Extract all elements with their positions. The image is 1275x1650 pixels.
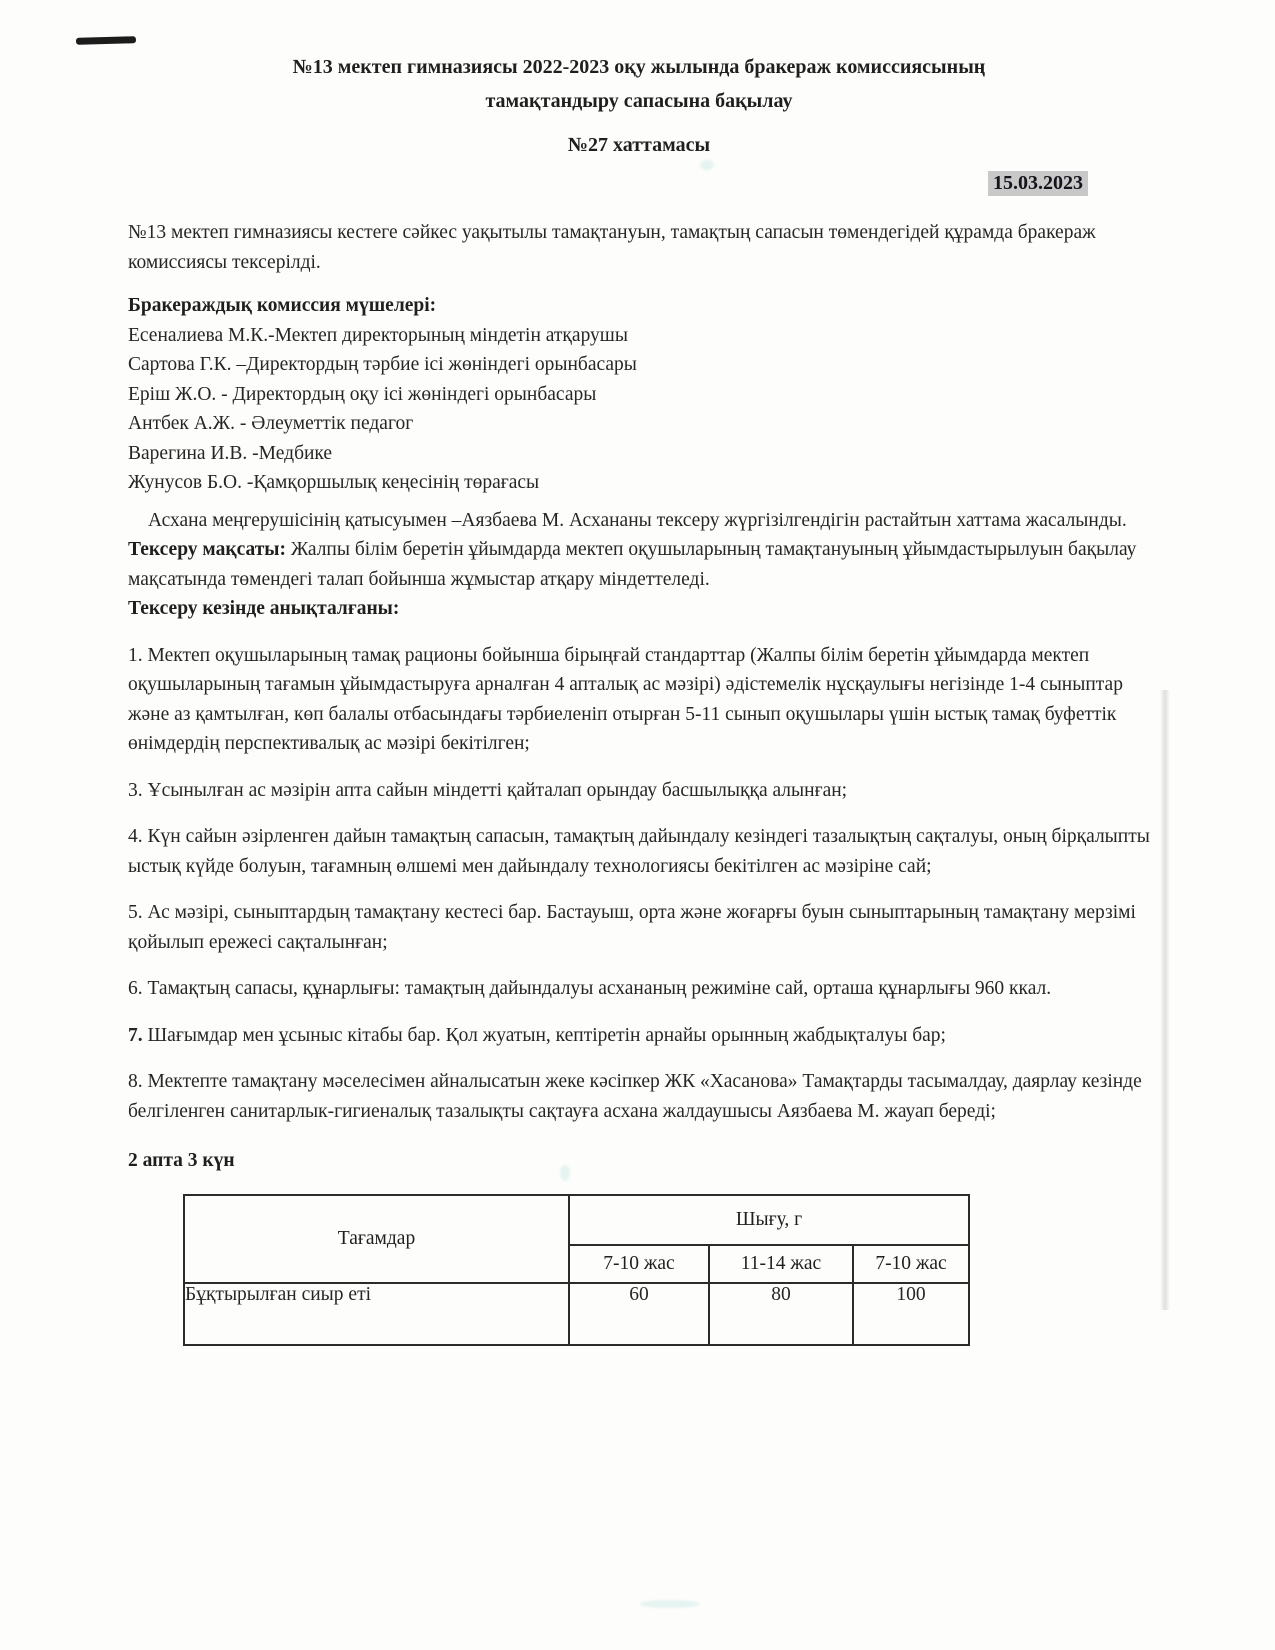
commission-member: Есеналиева М.К.-Мектеп директорының міндетін атқарушы [128,324,628,346]
scan-speck [700,160,714,170]
intro-paragraph: №13 мектеп гимназиясы кестеге сәйкес уақытылы тамақтануын, тамақтың сапасын төмендегідей құрамда бракераж комиссиясы тексерілді. [128,222,1096,273]
item-number: 3. [128,779,143,801]
commission-member: Сартова Г.К. –Директордың тәрбие ісі жөніндегі орынбасары [128,354,637,375]
item-text: Күн сайын әзірленген дайын тамақтың сапасын, тамақтың дайындалу кезіндегі тазалықтың сақталуы, оның бірқалыпты ыстық күйде болуын, тағамның өлшемі мен дайындалу технологиясы бекітілген ас мәзіріне сай; [128,826,1150,877]
item-number: 4. [128,826,143,847]
item-number: 7. [128,1024,143,1046]
commission-member: Антбек А.Ж. - Әлеуметтік педагог [128,413,414,434]
protocol-number: №27 хаттамасы [567,134,711,156]
item-text: Мектепте тамақтану мәселесімен айналысатын жеке кәсіпкер ЖК «Хасанова» Тамақтарды тасымалдау, даярлау кезінде белгіленген санитарлык-гигиеналық тазалықты сақтауға асхана жалдаушысы Аязбаева М. жауап береді; [128,1071,1142,1122]
document-title-line1: №13 мектеп гимназиясы 2022-2023 оқу жылында бракераж комиссиясының [292,56,986,78]
dish-name-cell: Бұқтырылған сиыр еті [184,1283,569,1345]
dish-value-cell: 100 [853,1283,969,1345]
table-row [184,1283,969,1345]
finding-item-3 [128,776,1150,806]
scan-edge-smudge [1160,690,1170,1310]
commission-members-list [128,321,1150,498]
purpose-label: Тексеру мақсаты: [128,539,286,560]
finding-item-6 [128,974,1150,1004]
findings-heading: Тексеру кезінде анықталғаны: [128,598,400,619]
document-title [128,50,1150,118]
purpose-paragraph [128,535,1150,594]
item-text: Шағымдар мен ұсыныс кітабы бар. Қол жуатын, кептіретін арнайы орынның жабдықталуы бар; [142,1024,946,1046]
item-text: Ас мәзірі, сыныптардың тамақтану кестесі бар. Бастауыш, орта және жоғарғы буын сыныптарының тамақтану мерзімі қойылып ережесі сақталынған; [128,902,1136,953]
item-text: Тамақтың сапасы, құнарлығы: тамақтың дайындалуы асхананың режиміне сай, орташа құнарлығы 960 ккал. [142,978,1052,999]
column-header-dishes: Тағамдар [184,1195,569,1283]
finding-item-7 [128,1021,1150,1051]
column-header-age-2: 11-14 жас [709,1245,853,1283]
item-number: 6. [128,978,143,999]
dish-value-cell: 60 [569,1283,709,1345]
document-date: 15.03.2023 [988,171,1088,196]
item-text: Ұсынылған ас мәзірін апта сайын міндетті қайталап орындау басшылыққа алынған; [142,779,848,801]
table-header-row-1 [184,1195,969,1245]
scan-artifact-mark [76,36,136,45]
column-header-age-3: 7-10 жас [853,1245,969,1283]
item-text: Мектеп оқушыларының тамақ рационы бойынша бірыңғай стандарттар (Жалпы білім беретін ұйымдарда мектеп оқушыларының тағамын ұйымдастыруға арналған 4 апталық ас мәзірі) әдістемелік нұсқаулығы негізінде 1-4 сыныптар және аз қамтылған, көп балалы отбасындағы тәрбиеленіп отырған 5-11 сынып оқушылары үшін ыстық тамақ буфеттік өнімдердің перспективалық ас мәзірі бекітілген; [128,644,1123,754]
finding-item-8 [128,1067,1150,1126]
date-row [128,171,1150,196]
finding-item-5 [128,898,1150,957]
purpose-text: Жалпы білім беретін ұйымдарда мектеп оқушыларының тамақтануының ұйымдастырылуын бақылау мақсатында төмендегі талап бойынша жұмыстар атқару міндеттеледі. [128,539,1137,590]
item-number: 8. [128,1071,143,1092]
column-header-output: Шығу, г [569,1195,969,1245]
scan-speck [560,1165,570,1181]
menu-table [183,1194,970,1346]
item-number: 5. [128,902,143,923]
commission-member: Еріш Ж.О. - Директордың оқу ісі жөніндегі орынбасары [128,383,597,405]
dish-value-cell: 80 [709,1283,853,1345]
canteen-note [128,506,1150,536]
scan-speck [640,1600,700,1608]
canteen-note-text: Асхана меңгерушісінің қатысуымен –Аязбаева М. Асхананы тексеру жүргізілгендігін растайтын хаттама жасалынды. [148,509,1127,531]
finding-item-1 [128,641,1150,759]
commission-member: Жунусов Б.О. -Қамқоршылық кеңесінің төрағасы [128,472,540,493]
item-number: 1. [128,644,143,666]
finding-item-4 [128,822,1150,881]
column-header-age-1: 7-10 жас [569,1245,709,1283]
document-title-line2: тамақтандыру сапасына бақылау [485,90,793,112]
commission-member: Варегина И.В. -Медбике [128,442,333,464]
commission-heading: Бракераждық комиссия мүшелері: [128,295,437,316]
week-day-label: 2 апта 3 күн [128,1150,235,1171]
